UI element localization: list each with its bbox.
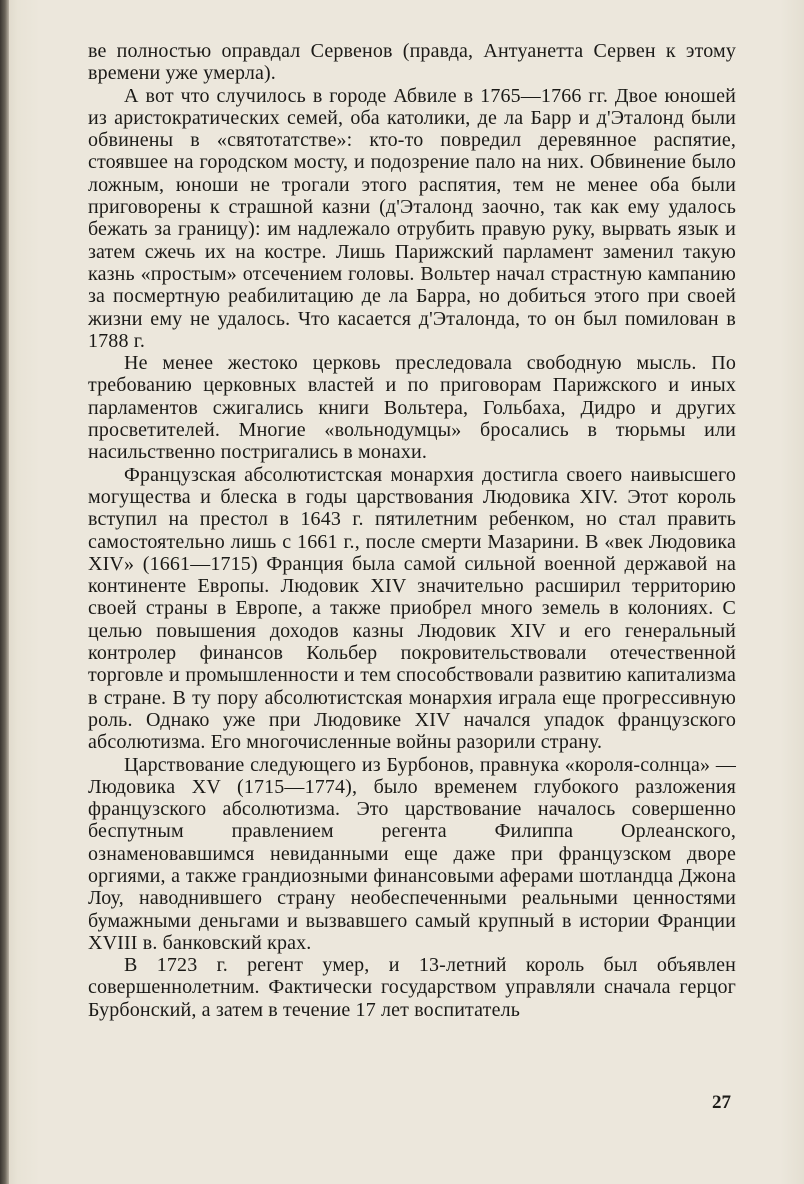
paragraph-louis-xiv: Французская абсолютистская монархия достигла своего наивысшего могущества и блеска в годы царствования Людовика XIV. Этот король вступил на престол в 1643 г. пятилетним ребенком, но стал править самостоятельно лишь с 1661 г., после смерти Мазарини. В «век Людовика XIV» (1661—1715) Франция была самой сильной военной державой на континенте Европы. Людовик XIV значительно расширил территорию своей страны в Европе, а также приобрел много земель в колониях. С целью повышения доходов казны Людовик XIV и его генеральный контролер финансов Кольбер покровительствовали отечественной торговле и промышленности и тем способствовали развитию капитализма в стране. В ту пору абсолютистская монархия играла еще прогрессивную роль. Однако уже при Людовике XIV начался упадок французского абсолютизма. Его многочисленные войны разорили страну.: [88, 463, 736, 754]
paragraph-church-persecution: Не менее жестоко церковь преследовала свободную мысль. По требованию церковных властей и по приговорам Парижского и иных парламентов сжигались книги Вольтера, Гольбаха, Дидро и других просветителей. Многие «вольнодумцы» бросались в тюрьмы или насильственно постригались в монахи.: [88, 352, 736, 464]
body-text: [88, 40, 736, 1021]
paragraph-regent-death: В 1723 г. регент умер, и 13-летний король был объявлен совершеннолетним. Фактически государством управляли сначала герцог Бурбонский, а затем в течение 17 лет воспитатель: [88, 954, 736, 1021]
page-number: 27: [712, 1092, 731, 1113]
paragraph-louis-xv: Царствование следующего из Бурбонов, правнука «короля-солнца» — Людовика XV (1715—1774), было временем глубокого разложения французского абсолютизма. Это царствование началось совершенно беспутным правлением регента Филиппа Орлеанского, ознаменовавшимся невиданными еще даже при французском дворе оргиями, а также грандиозными финансовыми аферами шотландца Джона Лоу, наводнившего страну необеспеченными реальными ценностями бумажными деньгами и вызвавшего самый крупный в истории Франции XVIII в. банковский крах.: [88, 753, 736, 954]
book-spine-shadow: [0, 0, 9, 1184]
paragraph-continuation: ве полностью оправдал Сервенов (правда, Антуанетта Сервен к этому времени уже умерла).: [88, 40, 736, 85]
paragraph-abbeville: А вот что случилось в городе Абвиле в 1765—1766 гг. Двое юношей из аристократических семей, оба католики, де ла Барр и д'Эталонд были обвинены в «святотатстве»: кто-то повредил деревянное распятие, стоявшее на городском мосту, и подозрение пало на них. Обвинение было ложным, юноши не трогали этого распятия, тем не менее оба были приговорены к страшной казни (д'Эталонд заочно, так как ему удалось бежать за границу): им надлежало отрубить правую руку, вырвать язык и затем сжечь их на костре. Лишь Парижский парламент заменил такую казнь «простым» отсечением головы. Вольтер начал страстную кампанию за посмертную реабилитацию де ла Барра, но добиться этого при своей жизни ему не удалось. Что касается д'Эталонда, то он был помилован в 1788 г.: [88, 84, 736, 352]
